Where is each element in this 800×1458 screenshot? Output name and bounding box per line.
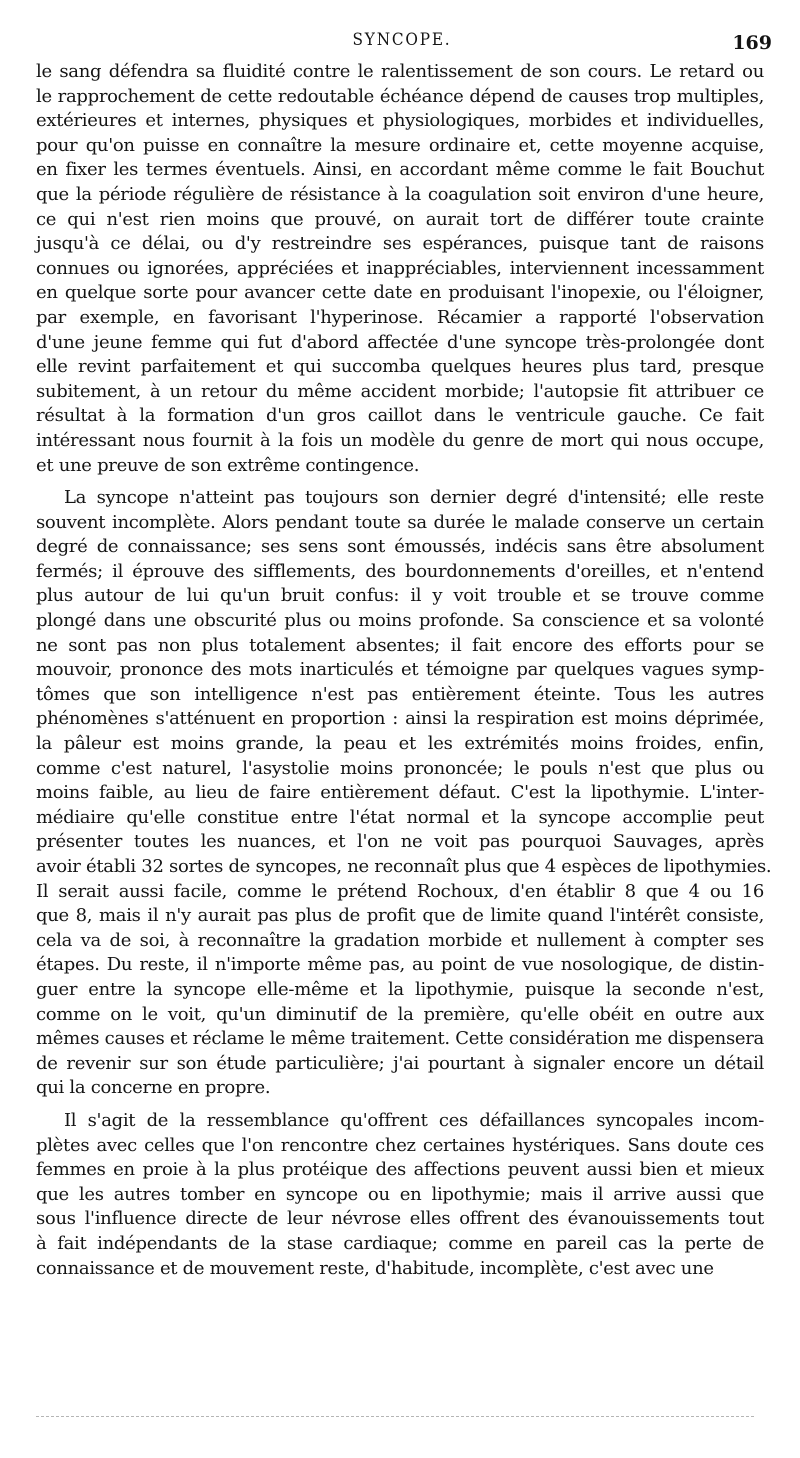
text-line: ce qui n'est rien moins que prouvé, on aurait tort de différer toute crainte	[36, 208, 764, 230]
page-number: 169	[732, 32, 772, 54]
text-line: fermés; il éprouve des sifflements, des bourdonnements d'oreilles, et n'entend	[36, 560, 764, 582]
text-line: cela va de soi, à reconnaître la gradation morbide et nullement à compter ses	[36, 929, 764, 951]
text-line: avoir établi 32 sortes de syncopes, ne reconnaît plus que 4 espèces de lipothymies.	[36, 856, 772, 877]
text-line: que la période régulière de résistance à la coagulation soit environ d'une heure,	[36, 183, 764, 205]
text-line: par exemple, en favorisant l'hyperinose. Récamier a rapporté l'observation	[36, 306, 764, 328]
text-line: ne sont pas non plus totalement absentes; il fait encore des efforts pour se	[36, 634, 764, 656]
text-line: en quelque sorte pour avancer cette date en produisant l'inopexie, ou l'éloigner,	[36, 282, 764, 304]
text-line: résultat à la formation d'un gros caillot dans le ventricule gauche. Ce fait	[36, 405, 764, 427]
text-line: La syncope n'atteint pas toujours son dernier degré d'intensité; elle reste	[64, 487, 764, 509]
text-line: pour qu'on puisse en connaître la mesure ordinaire et, cette moyenne acquise,	[36, 134, 764, 156]
text-line: étapes. Du reste, il n'importe même pas, au point de vue nosologique, de distin-	[36, 954, 764, 976]
text-line: présenter toutes les nuances, et l'on ne voit pas pourquoi Sauvages, après	[36, 831, 764, 853]
text-line: et une preuve de son extrême contingence.	[36, 454, 420, 476]
text-line: que les autres tomber en syncope ou en lipothymie; mais il arrive aussi que	[36, 1183, 764, 1205]
text-line: plongé dans une obscurité plus ou moins profonde. Sa conscience et sa volonté	[36, 610, 764, 632]
text-line: comme c'est naturel, l'asystolie moins prononcée; le pouls n'est que plus ou	[36, 757, 764, 779]
footer-rule	[36, 1416, 754, 1417]
text-line: souvent incomplète. Alors pendant toute sa durée le malade conserve un certain	[36, 511, 764, 533]
text-line: mouvoir, prononce des mots inarticulés et témoigne par quelques vagues symp-	[36, 659, 764, 681]
text-line: qui la concerne en propre.	[36, 1077, 271, 1099]
text-line: connues ou ignorées, appréciées et inappréciables, interviennent incessamment	[36, 257, 764, 279]
text-line: médiaire qu'elle constitue entre l'état normal et la syncope accomplie peut	[36, 806, 764, 828]
text-line: plètes avec celles que l'on rencontre chez certaines hystériques. Sans doute ces	[36, 1134, 764, 1156]
paragraph	[36, 1109, 764, 1281]
text-line: intéressant nous fournit à la fois un modèle du genre de mort qui nous occupe,	[36, 429, 764, 451]
text-line: subitement, à un retour du même accident morbide; l'autopsie fit attribuer ce	[36, 380, 764, 402]
body-text	[36, 60, 772, 1289]
text-line: femmes en proie à la plus protéique des affections peuvent aussi bien et mieux	[36, 1159, 764, 1181]
text-line: Il s'agit de la ressemblance qu'offrent ces défaillances syncopales incom-	[64, 1109, 764, 1131]
text-line: phénomènes s'atténuent en proportion : ainsi la respiration est moins déprimée,	[36, 708, 764, 730]
text-line: que 8, mais il n'y aurait pas plus de profit que de limite quand l'intérêt consiste,	[36, 905, 764, 927]
page-header	[32, 26, 772, 56]
text-line: plus autour de lui qu'un bruit confus: il y voit trouble et se trouve comme	[36, 585, 764, 607]
text-line: moins faible, au lieu de faire entièrement défaut. C'est la lipothymie. L'inter-	[36, 782, 764, 804]
text-line: Il serait aussi facile, comme le prétend Rochoux, d'en établir 8 que 4 ou 16	[36, 880, 764, 902]
text-line: d'une jeune femme qui fut d'abord affectée d'une syncope très-prolongée dont	[36, 331, 764, 353]
text-line: la pâleur est moins grande, la peau et les extrémités moins froides, enfin,	[36, 733, 764, 755]
text-line: tômes que son intelligence n'est pas entièrement éteinte. Tous les autres	[36, 683, 764, 705]
text-line: degré de connaissance; ses sens sont émoussés, indécis sans être absolument	[36, 536, 764, 558]
text-line: jusqu'à ce délai, ou d'y restreindre ses espérances, puisque tant de raisons	[36, 233, 764, 255]
text-line: mêmes causes et réclame le même traitement. Cette considération me dispensera	[36, 1028, 764, 1050]
text-line: le sang défendra sa fluidité contre le ralentissement de son cours. Le retard ou	[36, 61, 764, 82]
text-line: à fait indépendants de la stase cardiaque; comme en pareil cas la perte de	[36, 1232, 764, 1254]
paragraph	[36, 60, 764, 478]
text-line: comme on le voit, qu'un diminutif de la première, qu'elle obéit en outre aux	[36, 1003, 764, 1025]
text-line: extérieures et internes, physiques et physiologiques, morbides et individuelles,	[36, 110, 764, 132]
text-line: en fixer les termes éventuels. Ainsi, en accordant même comme le fait Bouchut	[36, 159, 764, 181]
text-line: guer entre la syncope elle-même et la lipothymie, puisque la seconde n'est,	[36, 978, 764, 1000]
text-line: elle revint parfaitement et qui succomba quelques heures plus tard, presque	[36, 356, 764, 378]
paragraph	[36, 486, 772, 1101]
text-line: sous l'influence directe de leur névrose elles offrent des évanouissements tout	[36, 1208, 764, 1230]
text-line: de revenir sur son étude particulière; j'ai pourtant à signaler encore un détail	[36, 1052, 764, 1074]
text-line: connaissance et de mouvement reste, d'habitude, incomplète, c'est avec une	[36, 1257, 714, 1279]
running-head: SYNCOPE.	[352, 30, 452, 50]
text-line: le rapprochement de cette redoutable échéance dépend de causes trop multiples,	[36, 85, 764, 107]
